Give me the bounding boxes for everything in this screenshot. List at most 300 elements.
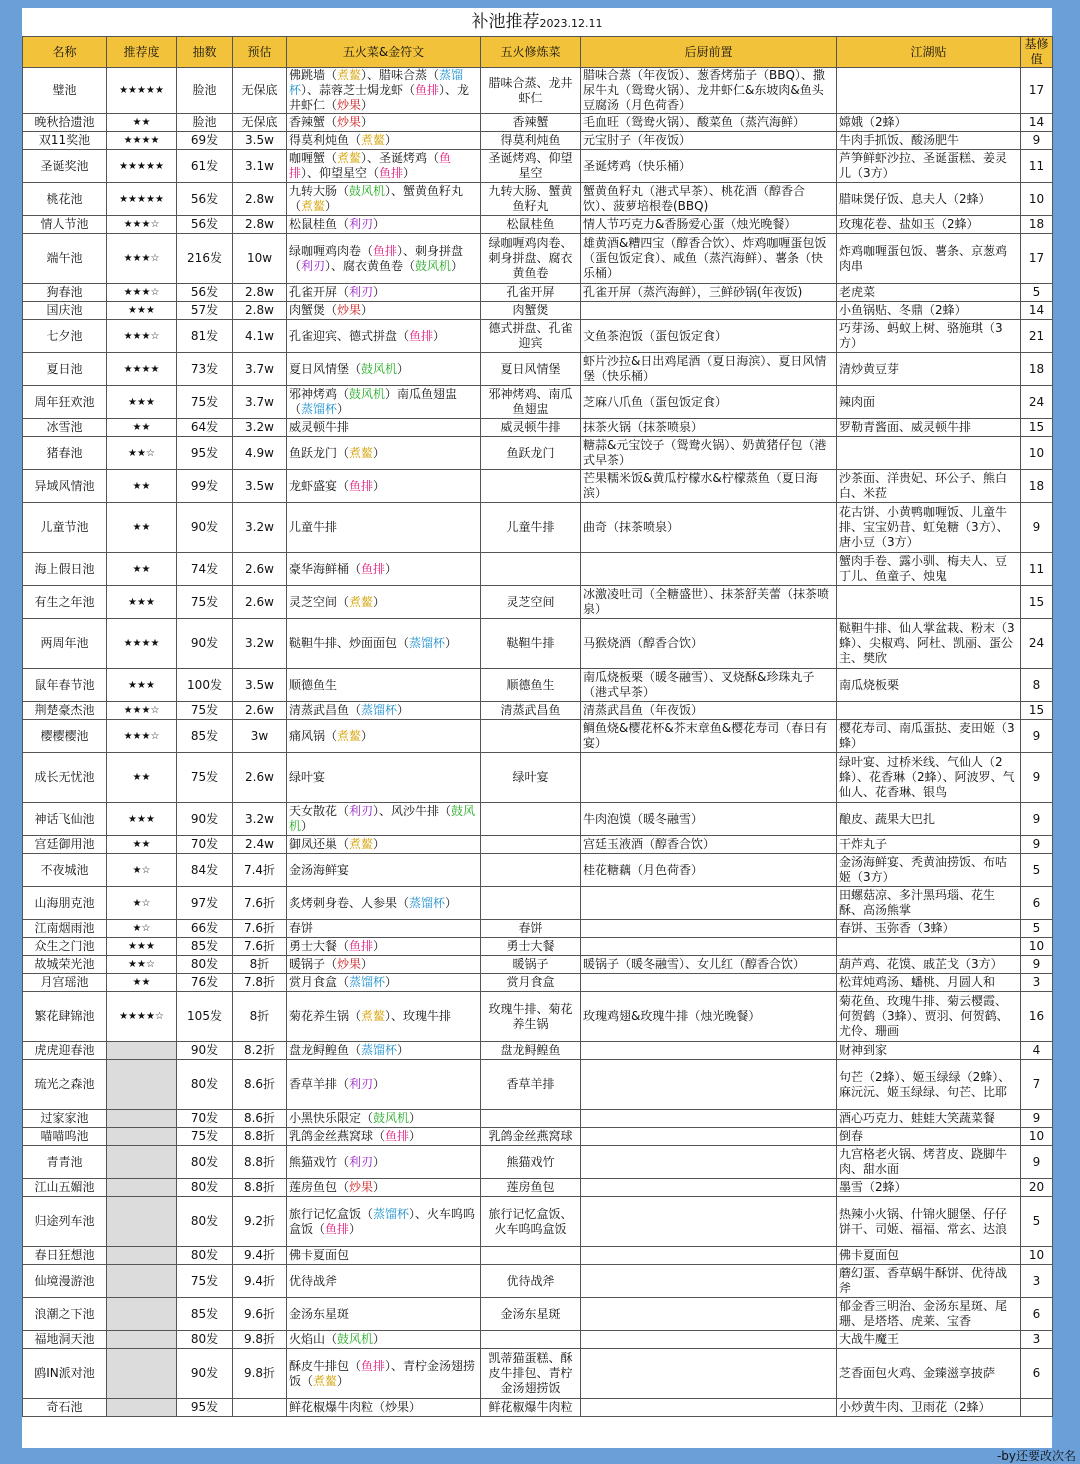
pool-stars: ★★ <box>107 503 177 553</box>
header-stars: 推荐度 <box>107 37 177 68</box>
pool-stars <box>107 1298 177 1331</box>
pool-jianghu: 鞑靼牛排、仙人掌盆栽、粉末（3蜂）、尖椒鸡、阿杜、凯丽、蛋公主、樊欣 <box>837 619 1021 669</box>
pool-jianghu: 菊花鱼、玫瑰牛排、菊云樱霞、何贺鹤（3蜂）、贾羽、何贺鹤、尤伶、珊画 <box>837 992 1021 1042</box>
pool-estimate: 2.8w <box>233 302 287 320</box>
table-row <box>23 753 1053 803</box>
pool-draws: 56发 <box>177 284 233 302</box>
pool-jianghu: 酒心巧克力、蛙蛙大笑蔬菜餐 <box>837 1110 1021 1128</box>
dish-text: ）、圣诞烤鸡（ <box>361 151 440 165</box>
pool-estimate: 8.6折 <box>233 1110 287 1128</box>
pool-stars: ★★★ <box>107 302 177 320</box>
pool-base: 24 <box>1021 386 1053 419</box>
pool-draws: 100发 <box>177 669 233 702</box>
pool-estimate <box>233 1399 287 1417</box>
pool-stars: ★★★★☆ <box>107 992 177 1042</box>
table-row <box>23 1298 1053 1331</box>
pool-name: 成长无忧池 <box>23 753 107 803</box>
pool-xiulian: 德式拼盘、孔雀迎宾 <box>481 320 581 353</box>
pool-base: 9 <box>1021 836 1053 854</box>
rune-tag: 蒸馏杯 <box>409 895 446 910</box>
pool-base: 9 <box>1021 720 1053 753</box>
pool-houchu: 文鱼茶泡饭（蛋包饭定食） <box>581 320 837 353</box>
rune-tag: 煮鳌 <box>349 594 374 609</box>
pool-estimate: 9.2折 <box>233 1197 287 1247</box>
table-row <box>23 1128 1053 1146</box>
pool-xiulian: 玫瑰牛排、菊花养生锅 <box>481 992 581 1042</box>
pool-estimate: 4.9w <box>233 437 287 470</box>
rune-tag: 鱼排 <box>361 561 386 576</box>
dish-text: ） <box>385 561 398 576</box>
table-row <box>23 586 1053 619</box>
pool-houchu <box>581 753 837 803</box>
pool-stars: ★★★☆ <box>107 234 177 284</box>
pool-stars: ★★★★ <box>107 353 177 386</box>
pool-jianghu: 热辣小火锅、什锦火腿堡、仔仔饼干、司姬、福福、常玄、达浪 <box>837 1197 1021 1247</box>
rune-tag: 鱼排 <box>289 151 452 180</box>
pool-estimate: 8.2折 <box>233 1042 287 1060</box>
table-row <box>23 470 1053 503</box>
pool-name: 海上假日池 <box>23 553 107 586</box>
dish-text: ） <box>451 258 464 273</box>
pool-wuhuo <box>287 1197 481 1247</box>
pool-stars: ★★★ <box>107 669 177 702</box>
pool-estimate: 3.2w <box>233 419 287 437</box>
pool-name: 青青池 <box>23 1146 107 1179</box>
dish-text: 龙虾盛宴（ <box>289 478 350 493</box>
dish-text: ）、蒜蓉芝士焗龙虾（ <box>301 83 416 97</box>
dish-text: ） <box>373 1180 386 1194</box>
pool-wuhuo <box>287 720 481 753</box>
pool-stars: ★★★ <box>107 386 177 419</box>
rune-tag: 鼓风机 <box>349 184 386 198</box>
rune-tag: 鱼排 <box>385 1129 410 1143</box>
pool-xiulian: 鞑靼牛排 <box>481 619 581 669</box>
dish-text: 顺德鱼生 <box>289 677 338 692</box>
rune-tag: 利刃 <box>349 217 374 231</box>
pool-base: 6 <box>1021 1349 1053 1399</box>
rune-tag: 利刃 <box>349 1077 374 1091</box>
pool-stars: ★★★★ <box>107 132 177 150</box>
pool-estimate: 9.8折 <box>233 1331 287 1349</box>
pool-wuhuo <box>287 1060 481 1110</box>
pool-jianghu <box>837 68 1021 114</box>
dish-text: 菊花养生锅（ <box>289 1009 362 1023</box>
dish-text: 火焰山（ <box>289 1332 338 1346</box>
pool-base: 9 <box>1021 956 1053 974</box>
dish-text: ） <box>361 957 374 971</box>
pool-wuhuo <box>287 938 481 956</box>
pool-wuhuo <box>287 1331 481 1349</box>
pool-jianghu: 蟹肉手卷、露小驯、梅夫人、豆丁儿、鱼童子、烛鬼 <box>837 553 1021 586</box>
pool-jianghu: 老虎菜 <box>837 284 1021 302</box>
pool-xiulian: 勇士大餐 <box>481 938 581 956</box>
pool-table <box>22 36 1053 1417</box>
pool-houchu <box>581 1128 837 1146</box>
pool-wuhuo <box>287 353 481 386</box>
pool-estimate: 无保底 <box>233 114 287 132</box>
pool-estimate: 3.1w <box>233 150 287 183</box>
pool-base: 18 <box>1021 470 1053 503</box>
pool-draws: 80发 <box>177 1179 233 1197</box>
dish-text: 松鼠桂鱼（ <box>289 217 350 231</box>
pool-stars: ★★★☆ <box>107 720 177 753</box>
header-draws: 抽数 <box>177 37 233 68</box>
pool-wuhuo <box>287 836 481 854</box>
pool-stars: ★★ <box>107 553 177 586</box>
pool-jianghu: 葫芦鸡、花馍、戚芷戈（3方） <box>837 956 1021 974</box>
pool-xiulian <box>481 803 581 836</box>
pool-base: 4 <box>1021 1042 1053 1060</box>
pool-jianghu: 罗勒青酱面、威灵顿牛排 <box>837 419 1021 437</box>
dish-text: ）、腊味合蒸（ <box>361 68 440 82</box>
rune-tag: 鱼排 <box>379 166 404 180</box>
pool-estimate: 3w <box>233 720 287 753</box>
pool-estimate: 2.4w <box>233 836 287 854</box>
pool-stars <box>107 1128 177 1146</box>
pool-houchu: 糖蒜&元宝饺子（鸳鸯火锅）、奶黄猪仔包（港式早茶） <box>581 437 837 470</box>
dish-text: 金汤海鲜宴 <box>289 862 350 877</box>
pool-estimate: 10w <box>233 234 287 284</box>
pool-xiulian: 圣诞烤鸡、仰望星空 <box>481 150 581 183</box>
pool-xiulian: 孔雀开屏 <box>481 284 581 302</box>
pool-jianghu: 绿叶宴、过桥米线、气仙人（2蜂）、花香琳（2蜂）、阿波罗、气仙人、花香琳、银鸟 <box>837 753 1021 803</box>
dish-text: ） <box>385 975 398 989</box>
rune-tag: 煮鳌 <box>349 837 374 851</box>
dish-text: ） <box>445 895 458 910</box>
pool-draws: 85发 <box>177 1298 233 1331</box>
pool-draws: 84发 <box>177 854 233 887</box>
dish-text: 赏月食盒（ <box>289 975 350 989</box>
dish-text: ） <box>409 1129 422 1143</box>
pool-draws: 脸池 <box>177 68 233 114</box>
pool-xiulian: 赏月食盒 <box>481 974 581 992</box>
dish-text: ） <box>445 636 458 650</box>
pool-houchu: 腊味合蒸（年夜饭）、葱香烤茄子（BBQ）、撒尿牛丸（鸳鸯火锅）、龙井虾仁&东坡肉&鱼头豆腐汤（月色荷香） <box>581 68 837 114</box>
table-body <box>23 68 1053 1417</box>
pool-name: 双11奖池 <box>23 132 107 150</box>
pool-draws: 216发 <box>177 234 233 284</box>
pool-draws: 61发 <box>177 150 233 183</box>
pool-xiulian: 熊猫戏竹 <box>481 1146 581 1179</box>
pool-draws: 85发 <box>177 938 233 956</box>
pool-stars <box>107 1042 177 1060</box>
pool-stars: ★★★★★ <box>107 183 177 216</box>
table-row <box>23 132 1053 150</box>
pool-name: 端午池 <box>23 234 107 284</box>
pool-wuhuo <box>287 1247 481 1265</box>
rune-tag: 鱼排 <box>325 1221 350 1236</box>
rune-tag: 煮鳌 <box>361 1009 386 1023</box>
pool-base: 10 <box>1021 1247 1053 1265</box>
pool-wuhuo <box>287 470 481 503</box>
pool-houchu <box>581 1146 837 1179</box>
table-row <box>23 150 1053 183</box>
pool-base: 14 <box>1021 302 1053 320</box>
dish-text: 盘龙鲟鳇鱼（ <box>289 1043 362 1057</box>
rune-tag: 鼓风机 <box>349 387 386 401</box>
pool-jianghu: 芦笋鲜虾沙拉、圣诞蛋糕、姜灵儿（3方） <box>837 150 1021 183</box>
pool-base: 18 <box>1021 353 1053 386</box>
pool-wuhuo <box>287 320 481 353</box>
pool-base: 20 <box>1021 1179 1053 1197</box>
rune-tag: 鱼排 <box>373 243 398 258</box>
dish-text: ） <box>361 303 374 317</box>
pool-base: 9 <box>1021 803 1053 836</box>
pool-stars: ★★★★★ <box>107 68 177 114</box>
table-row <box>23 1265 1053 1298</box>
dish-text: ） <box>301 819 314 833</box>
dish-text: 旅行记忆盒饭（ <box>289 1206 374 1221</box>
dish-text: ） <box>361 115 374 129</box>
dish-text: 绿咖喱鸡肉卷（ <box>289 243 374 258</box>
pool-jianghu <box>837 586 1021 619</box>
pool-draws: 90发 <box>177 503 233 553</box>
pool-base: 3 <box>1021 1331 1053 1349</box>
pool-stars <box>107 1146 177 1179</box>
dish-text: ） <box>397 1043 410 1057</box>
pool-houchu <box>581 1349 837 1399</box>
pool-stars: ★☆ <box>107 920 177 938</box>
pool-xiulian: 绿咖喱鸡肉卷、刺身拼盘、腐衣黄鱼卷 <box>481 234 581 284</box>
pool-stars: ★★★☆ <box>107 702 177 720</box>
dish-text: 香辣蟹（ <box>289 115 338 129</box>
dish-text: 暖锅子（ <box>289 957 338 971</box>
dish-text: ） <box>373 445 386 460</box>
pool-estimate: 7.6折 <box>233 920 287 938</box>
pool-jianghu: 小炒黄牛肉、卫雨花（2蜂） <box>837 1399 1021 1417</box>
table-row <box>23 1060 1053 1110</box>
pool-name: 虎虎迎春池 <box>23 1042 107 1060</box>
pool-base: 7 <box>1021 1060 1053 1110</box>
pool-name: 神话飞仙池 <box>23 803 107 836</box>
dish-text: 佛卡夏面包 <box>289 1248 350 1262</box>
pool-houchu <box>581 1331 837 1349</box>
pool-draws: 105发 <box>177 992 233 1042</box>
pool-name: 情人节池 <box>23 216 107 234</box>
pool-name: 两周年池 <box>23 619 107 669</box>
rune-tag: 煮鳌 <box>337 68 362 82</box>
pool-xiulian: 儿童牛排 <box>481 503 581 553</box>
pool-estimate: 2.6w <box>233 753 287 803</box>
dish-text: ）、刺身拼盘（ <box>289 243 464 273</box>
pool-wuhuo <box>287 702 481 720</box>
pool-stars: ★★★★ <box>107 619 177 669</box>
pool-wuhuo <box>287 803 481 836</box>
dish-text: ）、仰望星空（ <box>301 166 380 180</box>
pool-estimate: 3.5w <box>233 470 287 503</box>
pool-houchu: 曲奇（抹茶喷泉） <box>581 503 837 553</box>
table-row <box>23 503 1053 553</box>
pool-xiulian: 九转大肠、蟹黄鱼籽丸 <box>481 183 581 216</box>
dish-text: 肉蟹煲（ <box>289 303 338 317</box>
pool-base: 9 <box>1021 503 1053 553</box>
pool-xiulian: 鱼跃龙门 <box>481 437 581 470</box>
pool-estimate: 8.8折 <box>233 1146 287 1179</box>
pool-draws: 74发 <box>177 553 233 586</box>
pool-xiulian <box>481 553 581 586</box>
pool-estimate: 3.5w <box>233 669 287 702</box>
pool-stars: ★★☆ <box>107 437 177 470</box>
rune-tag: 炒果 <box>337 115 362 129</box>
pool-wuhuo <box>287 386 481 419</box>
dish-text: 夏日风情堡（ <box>289 361 362 376</box>
pool-wuhuo <box>287 284 481 302</box>
pool-xiulian: 肉蟹煲 <box>481 302 581 320</box>
rune-tag: 鼓风机 <box>289 804 476 833</box>
dish-text: 优待战斧 <box>289 1273 338 1288</box>
pool-base: 3 <box>1021 974 1053 992</box>
rune-tag: 蒸馏杯 <box>361 1043 398 1057</box>
dish-text: ） <box>397 703 410 717</box>
rune-tag: 炒果 <box>337 98 362 112</box>
pool-houchu <box>581 974 837 992</box>
dish-text: 邪神烤鸡（ <box>289 387 350 401</box>
pool-name: 浪潮之下池 <box>23 1298 107 1331</box>
pool-draws: 80发 <box>177 1331 233 1349</box>
dish-text: ） <box>373 1332 386 1346</box>
pool-xiulian: 顺德鱼生 <box>481 669 581 702</box>
pool-base: 8 <box>1021 669 1053 702</box>
pool-estimate: 9.8折 <box>233 1349 287 1399</box>
pool-wuhuo <box>287 419 481 437</box>
pool-draws: 80发 <box>177 956 233 974</box>
pool-draws: 99发 <box>177 470 233 503</box>
pool-houchu: 清蒸武昌鱼（年夜饭） <box>581 702 837 720</box>
pool-xiulian: 得莫利炖鱼 <box>481 132 581 150</box>
pool-draws: 73发 <box>177 353 233 386</box>
pool-name: 狗春池 <box>23 284 107 302</box>
pool-base: 10 <box>1021 1128 1053 1146</box>
pool-houchu: 圣诞烤鸡（快乐桶） <box>581 150 837 183</box>
pool-houchu <box>581 302 837 320</box>
header-estimate: 预估 <box>233 37 287 68</box>
table-row <box>23 353 1053 386</box>
pool-base: 9 <box>1021 1110 1053 1128</box>
pool-jianghu: 嫦娥（2蜂） <box>837 114 1021 132</box>
pool-estimate: 3.7w <box>233 353 287 386</box>
pool-estimate: 9.4折 <box>233 1265 287 1298</box>
dish-text: 清蒸武昌鱼（ <box>289 703 362 717</box>
pool-estimate: 2.6w <box>233 702 287 720</box>
table-row <box>23 1247 1053 1265</box>
dish-text: 乳鸽金丝燕窝球（ <box>289 1129 386 1143</box>
pool-stars: ★★ <box>107 836 177 854</box>
pool-estimate: 3.2w <box>233 503 287 553</box>
dish-text: 鱼跃龙门（ <box>289 445 350 460</box>
dish-text: 痛风锅（ <box>289 728 338 743</box>
pool-estimate: 2.6w <box>233 553 287 586</box>
dish-text: 灵芝空间（ <box>289 594 350 609</box>
pool-wuhuo <box>287 234 481 284</box>
pool-name: 晚秋拾遗池 <box>23 114 107 132</box>
dish-text: 孔雀迎宾、德式拼盘（ <box>289 328 410 343</box>
dish-text: ） <box>373 837 386 851</box>
table-row <box>23 114 1053 132</box>
dish-text: ） <box>373 285 386 299</box>
rune-tag: 利刃 <box>349 1154 374 1169</box>
pool-stars <box>107 1247 177 1265</box>
pool-xiulian <box>481 1331 581 1349</box>
pool-houchu <box>581 553 837 586</box>
dish-text: 香草羊排（ <box>289 1077 350 1091</box>
pool-base: 16 <box>1021 992 1053 1042</box>
pool-draws: 75发 <box>177 1128 233 1146</box>
table-row <box>23 553 1053 586</box>
dish-text: 春饼 <box>289 921 314 935</box>
header-wuhuo: 五火菜&金符文 <box>287 37 481 68</box>
pool-estimate: 2.6w <box>233 586 287 619</box>
dish-text: ） <box>373 594 386 609</box>
pool-houchu <box>581 1179 837 1197</box>
table-row <box>23 386 1053 419</box>
rune-tag: 鼓风机 <box>373 1111 410 1125</box>
pool-houchu <box>581 1298 837 1331</box>
pool-draws: 80发 <box>177 1247 233 1265</box>
rune-tag: 炒果 <box>349 1180 374 1194</box>
pool-wuhuo <box>287 1298 481 1331</box>
pool-jianghu: 樱花寿司、南瓜蛋挞、麦田姬（3蜂） <box>837 720 1021 753</box>
table-row <box>23 854 1053 887</box>
pool-name: 山海朋克池 <box>23 887 107 920</box>
pool-jianghu: 辣肉面 <box>837 386 1021 419</box>
pool-base: 14 <box>1021 114 1053 132</box>
rune-tag: 鼓风机 <box>361 361 398 376</box>
pool-stars: ★★★☆ <box>107 216 177 234</box>
pool-name: 奇石池 <box>23 1399 107 1417</box>
rune-tag: 蒸馏杯 <box>349 975 386 989</box>
pool-xiulian: 腊味合蒸、龙井虾仁 <box>481 68 581 114</box>
pool-stars: ★☆ <box>107 854 177 887</box>
pool-wuhuo <box>287 1179 481 1197</box>
pool-name: 桃花池 <box>23 183 107 216</box>
pool-wuhuo <box>287 553 481 586</box>
rune-tag: 利刃 <box>349 804 374 818</box>
pool-base: 11 <box>1021 150 1053 183</box>
rune-tag: 鱼排 <box>415 83 440 97</box>
pool-draws: 70发 <box>177 836 233 854</box>
pool-jianghu <box>837 702 1021 720</box>
dish-text: ） <box>337 402 350 416</box>
table-row <box>23 956 1053 974</box>
pool-houchu <box>581 887 837 920</box>
pool-name: 樱樱樱池 <box>23 720 107 753</box>
pool-stars <box>107 1197 177 1247</box>
rune-tag: 鱼排 <box>349 939 374 953</box>
pool-wuhuo <box>287 437 481 470</box>
pool-name: 众生之门池 <box>23 938 107 956</box>
pool-draws: 80发 <box>177 1197 233 1247</box>
pool-houchu <box>581 1110 837 1128</box>
pool-jianghu: 春饼、玉弥香（3蜂） <box>837 920 1021 938</box>
pool-name: 国庆池 <box>23 302 107 320</box>
pool-name: 不夜城池 <box>23 854 107 887</box>
rune-tag: 煮鳌 <box>313 1373 338 1388</box>
header-base: 基修值 <box>1021 37 1053 68</box>
dish-text: 绿叶宴 <box>289 770 326 784</box>
table-row <box>23 938 1053 956</box>
pool-houchu <box>581 1197 837 1247</box>
pool-estimate: 2.8w <box>233 284 287 302</box>
dish-text: 鞑靼牛排、炒面面包（ <box>289 636 410 650</box>
table-row <box>23 702 1053 720</box>
pool-draws: 95发 <box>177 437 233 470</box>
dish-text: 莲房鱼包（ <box>289 1180 350 1194</box>
dish-text: 天女散花（ <box>289 804 350 818</box>
pool-wuhuo <box>287 669 481 702</box>
pool-base: 9 <box>1021 132 1053 150</box>
dish-text: 佛跳墙（ <box>289 68 338 82</box>
pool-houchu: 孔雀开屏（蒸汽海鲜），三鲜砂锅(年夜饭) <box>581 284 837 302</box>
